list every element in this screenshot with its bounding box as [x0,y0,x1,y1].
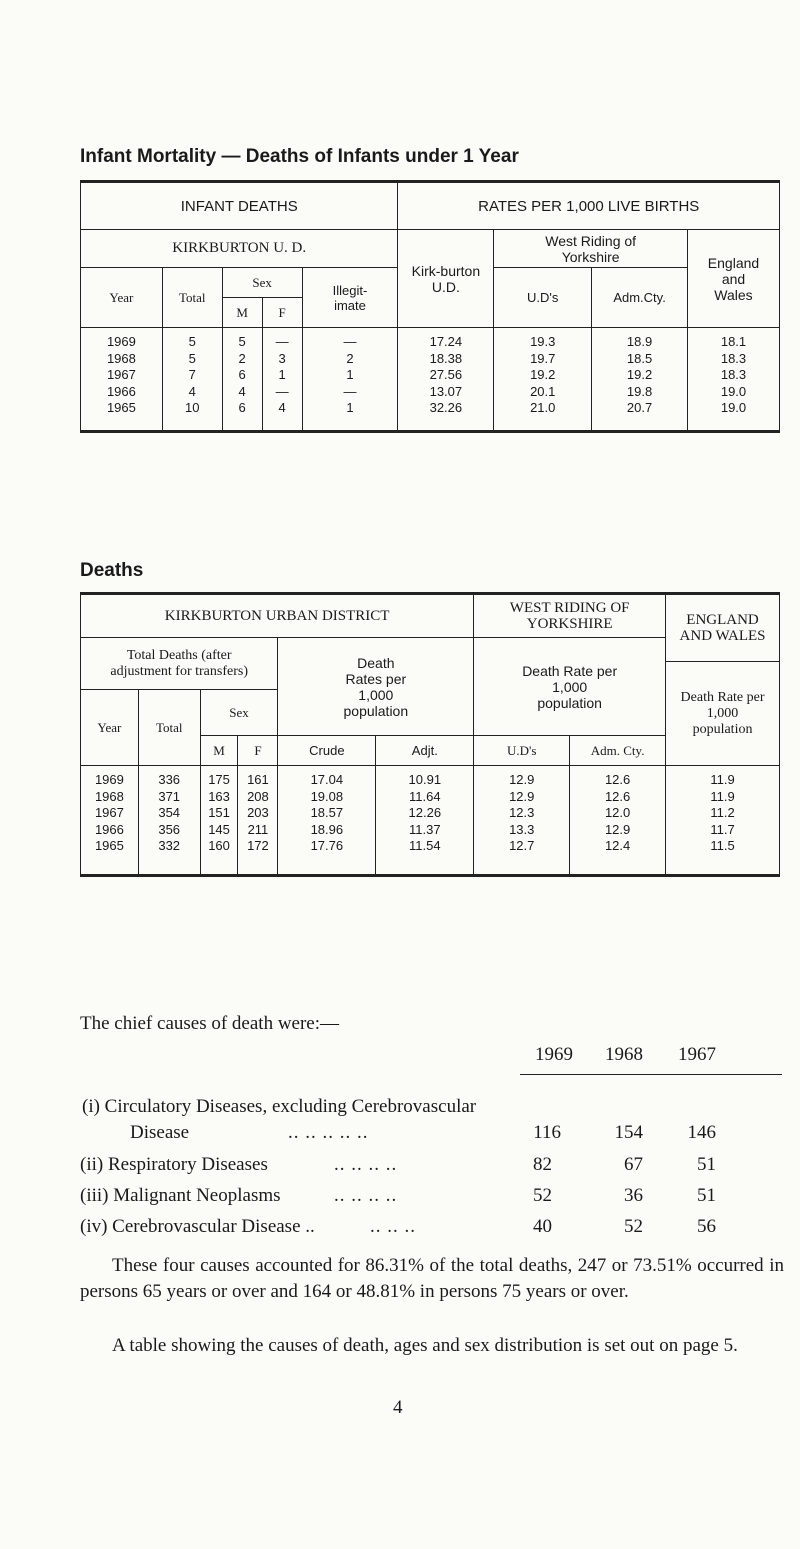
header-female: F [238,736,278,766]
col-male: 175 163 151 145 160 [200,766,238,876]
year-header-1967: 1967 [678,1044,716,1065]
col-wr-admcty: 12.6 12.6 12.0 12.9 12.4 [570,766,666,876]
header-rates: RATES PER 1,000 LIVE BIRTHS [398,182,780,230]
col-total: 336 371 354 356 332 [138,766,200,876]
header-kirkburton-rate: Kirk-burton U.D. [398,230,494,328]
page-number: 4 [393,1397,403,1418]
leader-dots: .. .. .. [370,1216,416,1237]
header-kirkburton-ud: KIRKBURTON U. D. [81,230,398,268]
cause-label: (i) Circulatory Diseases, excluding Cerebrovascular [82,1096,477,1117]
cause-value-1968: 36 [624,1185,643,1206]
leader-dots: .. .. .. .. [334,1185,398,1206]
col-england-wales: 18.1 18.3 18.3 19.0 19.0 [688,328,780,432]
infant-mortality-title: Infant Mortality — Deaths of Infants under 1 Year [80,146,519,167]
header-wr-admcty: Adm. Cty. [570,736,666,766]
col-illegitimate: — 2 1 — 1 [302,328,398,432]
header-crude: Crude [278,736,376,766]
header-england-wales: ENGLAND AND WALES [666,594,780,662]
deaths-title: Deaths [80,560,144,581]
header-ew-death-rate: Death Rate per 1,000 population [666,662,780,766]
col-female: — 3 1 — 4 [262,328,302,432]
year-header-1968: 1968 [605,1044,643,1065]
cause-label: (ii) Respiratory Diseases [80,1154,268,1175]
year-header-1969: 1969 [535,1044,573,1065]
header-sex: Sex [200,690,278,736]
table-reference-paragraph: A table showing the causes of death, ages and sex distribution is set out on page 5. [112,1335,738,1356]
header-england-wales: England and Wales [688,230,780,328]
cause-value-1969: 52 [533,1185,552,1206]
cause-value-1967: 146 [687,1122,716,1143]
cause-value-1969: 82 [533,1154,552,1175]
col-total: 5 5 7 4 10 [162,328,222,432]
header-wr-uds: U.D's [474,736,570,766]
header-year: Year [81,690,139,766]
col-england-wales: 11.9 11.9 11.2 11.7 11.5 [666,766,780,876]
col-wr-uds: 12.9 12.9 12.3 13.3 12.7 [474,766,570,876]
col-adjusted: 10.91 11.64 12.26 11.37 11.54 [376,766,474,876]
cause-value-1969: 40 [533,1216,552,1237]
col-wr-admcty: 18.9 18.5 19.2 19.8 20.7 [592,328,688,432]
causes-intro: The chief causes of death were:— [80,1013,340,1034]
header-wr-death-rate: Death Rate per 1,000 population [474,638,666,736]
cause-label-cont: Disease [130,1122,190,1143]
header-male: M [200,736,238,766]
header-infant-deaths: INFANT DEATHS [81,182,398,230]
header-west-riding: West Riding of Yorkshire [494,230,688,268]
header-total: Total [162,268,222,328]
col-year: 1969 1968 1967 1966 1965 [81,328,163,432]
header-kirkburton-ud: KIRKBURTON URBAN DISTRICT [81,594,474,638]
cause-value-1968: 154 [614,1122,643,1143]
col-kirkburton-rate: 17.24 18.38 27.56 13.07 32.26 [398,328,494,432]
header-wr-uds: U.D's [494,268,592,328]
cause-label: (iii) Malignant Neoplasms [80,1185,281,1206]
cause-value-1967: 51 [697,1154,716,1175]
col-wr-uds: 19.3 19.7 19.2 20.1 21.0 [494,328,592,432]
leader-dots: .. .. .. .. .. [288,1122,369,1143]
header-male: M [222,298,262,328]
cause-label: (iv) Cerebrovascular Disease .. [80,1216,315,1237]
header-total-deaths: Total Deaths (after adjustment for transfers) [81,638,278,690]
summary-paragraph: These four causes accounted for 86.31% of the total deaths, 247 or 73.51% occurred in persons 65 years or over and 164 or 48.81% in persons 75 years or over. [80,1255,784,1302]
col-crude: 17.04 19.08 18.57 18.96 17.76 [278,766,376,876]
header-death-rates: Death Rates per 1,000 population [278,638,474,736]
col-year: 1969 1968 1967 1966 1965 [81,766,139,876]
cause-value-1968: 67 [624,1154,643,1175]
header-year: Year [81,268,163,328]
header-wr-admcty: Adm.Cty. [592,268,688,328]
header-female: F [262,298,302,328]
cause-value-1968: 52 [624,1216,643,1237]
year-header-rule [520,1074,782,1075]
header-sex: Sex [222,268,302,298]
cause-value-1967: 56 [697,1216,716,1237]
leader-dots: .. .. .. .. [334,1154,398,1175]
header-illegitimate: Illegit-imate [302,268,398,328]
cause-value-1967: 51 [697,1185,716,1206]
header-adjusted: Adjt. [376,736,474,766]
cause-value-1969: 116 [533,1122,561,1143]
header-west-riding: WEST RIDING OF YORKSHIRE [474,594,666,638]
header-total: Total [138,690,200,766]
col-male: 5 2 6 4 6 [222,328,262,432]
col-female: 161 208 203 211 172 [238,766,278,876]
